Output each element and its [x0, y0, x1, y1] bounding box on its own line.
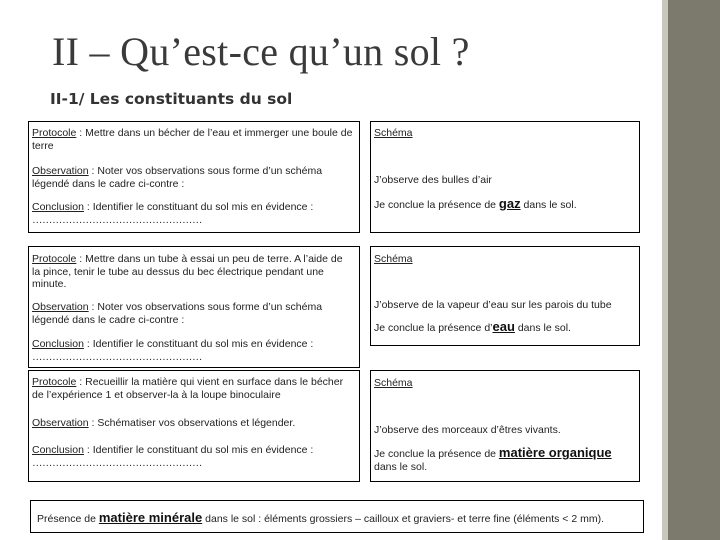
conclusion-text: : Identifier le constituant du sol mis en évidence : [83, 338, 314, 350]
experiment-3-schema-label [374, 377, 633, 390]
decorative-side-bar [668, 0, 720, 540]
conclusion-text: : Identifier le constituant du sol mis en évidence : [83, 201, 314, 213]
answer-keyword: gaz [498, 196, 521, 211]
conclusion-label: Conclusion [32, 338, 84, 350]
experiment-3-instructions-box [28, 370, 360, 482]
schema-label: Schéma [374, 377, 413, 389]
experiment-3-conclusion [32, 444, 353, 469]
experiment-3-protocol [32, 376, 353, 401]
conclusion-answer-dots: …………………………………………… [32, 213, 202, 226]
experiment-1-observation [32, 165, 353, 190]
protocol-text: : Mettre dans un bécher de l’eau et immerger une boule de terre [32, 127, 353, 152]
conclusion-text: : Identifier le constituant du sol mis en évidence : [83, 444, 314, 456]
summary-text: Présence de matière minérale dans le sol : éléments grossiers – cailloux et graviers- et terre fine (éléments < 2 mm). [37, 510, 605, 525]
experiment-2-schema-label [374, 253, 633, 266]
experiment-1-schema-box [370, 121, 640, 233]
experiment-3-observation [32, 417, 353, 430]
experiment-2-instructions-box [28, 246, 360, 368]
observation-label: Observation [32, 417, 89, 429]
experiment-1-conclusion [32, 201, 353, 226]
conclusion-label: Conclusion [32, 444, 84, 456]
observation-text: : Noter vos observations sous forme d’un schéma légendé dans le cadre ci-contre : [32, 301, 323, 326]
experiment-1-schema-label [374, 127, 633, 140]
experiment-2-protocol [32, 253, 353, 291]
protocol-label: Protocole [32, 127, 77, 139]
section-subtitle: II-1/ Les constituants du sol [50, 90, 293, 108]
protocol-text: : Mettre dans un tube à essai un peu de terre. A l’aide de la pince, tenir le tube au dessus du bec électrique pendant une minute. [32, 253, 343, 290]
experiment-1-instructions-box [28, 121, 360, 233]
decorative-side-bar-edge [662, 0, 668, 540]
summary-box [30, 500, 644, 533]
experiment-1-answer-observe: J’observe des bulles d’air [374, 174, 492, 186]
protocol-text: : Recueillir la matière qui vient en surface dans le bécher de l’expérience 1 et observer-la à la loupe binoculaire [32, 376, 344, 401]
experiment-3-schema-box [370, 370, 640, 482]
schema-label: Schéma [374, 253, 413, 265]
conclusion-answer-dots: …………………………………………… [32, 456, 202, 469]
experiment-1-answer-conclude: Je conclue la présence de gaz dans le sol. [374, 196, 577, 211]
answer-keyword: matière organique [498, 445, 612, 460]
observation-text: : Noter vos observations sous forme d’un schéma légendé dans le cadre ci-contre : [32, 165, 323, 190]
protocol-label: Protocole [32, 376, 77, 388]
slide-title: II – Qu’est-ce qu’un sol ? [52, 29, 470, 74]
experiment-2-answer-observe: J’observe de la vapeur d’eau sur les parois du tube [374, 299, 612, 311]
observation-label: Observation [32, 165, 89, 177]
answer-keyword: eau [492, 319, 515, 334]
schema-label: Schéma [374, 127, 413, 139]
experiment-2-schema-box [370, 246, 640, 346]
experiment-3-answer-conclude: Je conclue la présence de matière organique dans le sol. [374, 445, 612, 473]
experiment-1-protocol [32, 127, 353, 152]
observation-label: Observation [32, 301, 89, 313]
observation-text: : Schématiser vos observations et légender. [88, 417, 296, 429]
experiment-2-answer-conclude: Je conclue la présence d’eau dans le sol. [374, 319, 571, 334]
conclusion-label: Conclusion [32, 201, 84, 213]
summary-keyword: matière minérale [98, 510, 203, 525]
experiment-3-answer-observe: J’observe des morceaux d’êtres vivants. [374, 424, 561, 436]
conclusion-answer-dots: …………………………………………… [32, 350, 202, 363]
experiment-2-observation [32, 301, 353, 326]
protocol-label: Protocole [32, 253, 77, 265]
experiment-2-conclusion [32, 338, 353, 363]
